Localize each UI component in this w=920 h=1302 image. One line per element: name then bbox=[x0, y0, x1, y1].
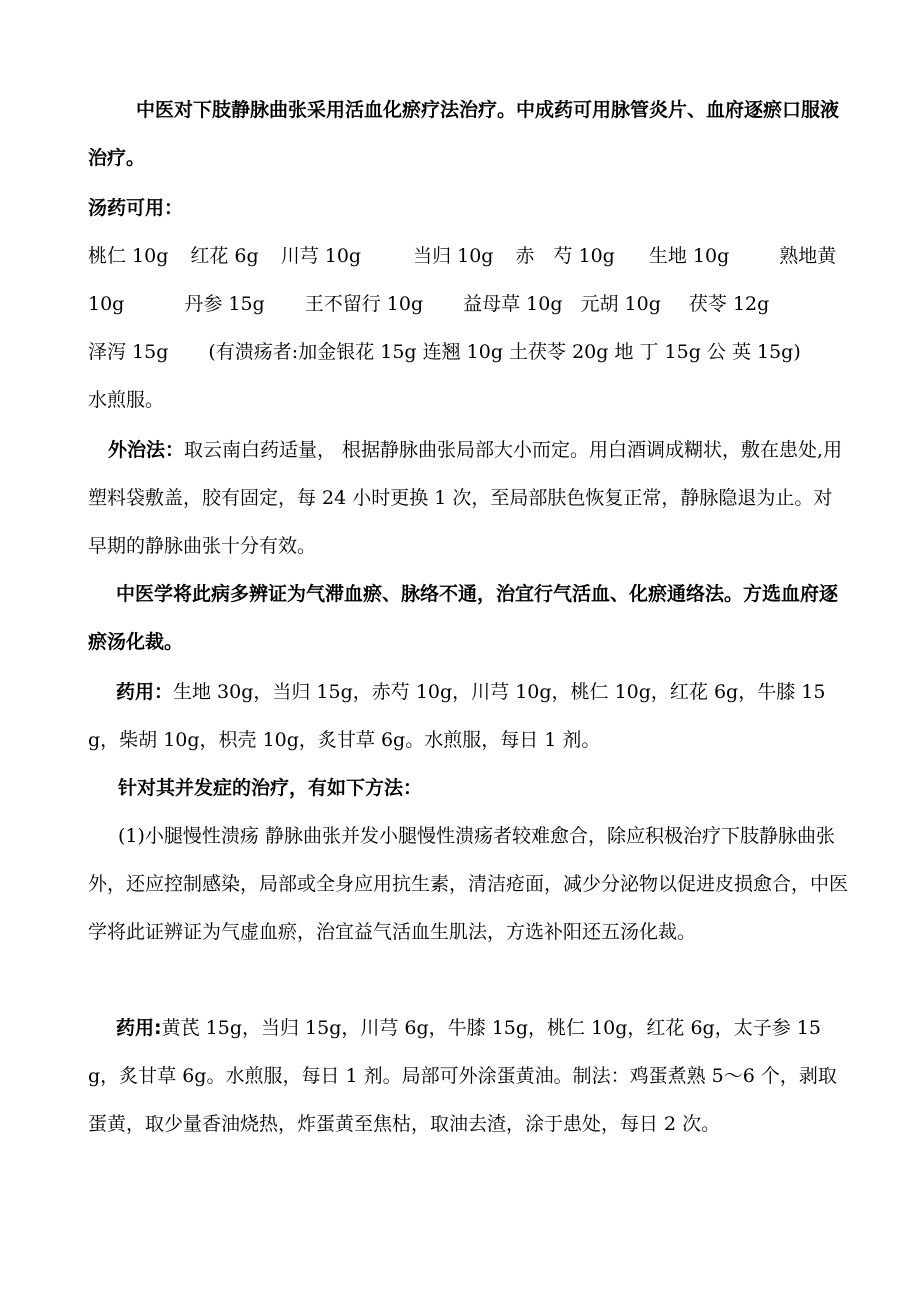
prescription-2-text: 黄芪 15g，当归 15g，川芎 6g，牛膝 15g，桃仁 10g，红花 6g，太子参 15g，炙甘草 6g。水煎服，每日 1 剂。局部可外涂蛋黄油。制法：鸡蛋煮熟 5～6 个，剥取蛋黄，取少量香油烧热，炸蛋黄至焦枯，取油去渣，涂于患处，每日 2 次。 bbox=[88, 1017, 837, 1135]
external-treatment-paragraph bbox=[88, 426, 848, 570]
external-treatment-text: 取云南白药适量， 根据静脉曲张局部大小而定。用白酒调成糊状，敷在患处,用塑料袋敷盖，胶有固定，每 24 小时更换 1 次，至局部肤色恢复正常，静脉隐退为止。对早期的静脉曲张十分有效。 bbox=[88, 439, 843, 557]
herb-item: 生地 10g bbox=[648, 245, 730, 267]
prescription-1-text: 生地 30g，当归 15g，赤芍 10g，川芎 10g，桃仁 10g，红花 6g，牛膝 15g，柴胡 10g，枳壳 10g，炙甘草 6g。水煎服，每日 1 剂。 bbox=[88, 681, 826, 751]
herb-item: 元胡 10g bbox=[580, 293, 661, 315]
herb-item: 赤 芍 10g bbox=[515, 245, 615, 267]
prescription-1-label: 药用： bbox=[116, 681, 174, 703]
herb-item: 当归 10g bbox=[413, 245, 494, 267]
prescription-2-paragraph bbox=[88, 1004, 848, 1148]
herb-item: 益母草 10g bbox=[463, 293, 563, 315]
herb-item: 桃仁 10g bbox=[88, 245, 169, 267]
complication-heading: 针对其并发症的治疗，有如下方法： bbox=[118, 777, 423, 799]
herb-item: 丹参 15g bbox=[184, 293, 265, 315]
prescription-1-paragraph bbox=[88, 668, 848, 764]
herb-item: 川芎 10g bbox=[280, 245, 362, 267]
herb-item: 王不留行 10g bbox=[304, 293, 424, 315]
herb-item: 茯苓 12g bbox=[688, 293, 770, 315]
tcm-diagnosis-paragraph: 中医学将此病多辨证为气滞血瘀、脉络不通，治宜行气活血、化瘀通络法。方选血府逐瘀汤化裁。 bbox=[88, 583, 839, 653]
prescription-2-label: 药用: bbox=[116, 1017, 162, 1039]
ulcer-addition-note: (有溃疡者:加金银花 15g 连翘 10g 土茯苓 20g 地 丁 15g 公 英 15g) bbox=[208, 341, 801, 363]
decoction-heading: 汤药可用： bbox=[88, 197, 184, 219]
external-treatment-label: 外治法： bbox=[108, 439, 185, 461]
ulcer-treatment-paragraph: (1)小腿慢性溃疡 静脉曲张并发小腿慢性溃疡者较难愈合，除应积极治疗下肢静脉曲张外，还应控制感染，局部或全身应用抗生素，清洁疮面，减少分泌物以促进皮损愈合，中医学将此证辨证为气虚血瘀，治宜益气活血生肌法，方选补阳还五汤化裁。 bbox=[88, 825, 849, 943]
herb-list bbox=[88, 232, 848, 424]
herb-item: 熟地黄 10g bbox=[88, 245, 837, 315]
intro-paragraph: 中医对下肢静脉曲张采用活血化瘀疗法治疗。中成药可用脉管炎片、血府逐瘀口服液治疗。 bbox=[88, 99, 840, 169]
herb-item: 泽泻 15g bbox=[88, 341, 169, 363]
decoction-method: 水煎服。 bbox=[88, 389, 165, 411]
herb-item: 红花 6g bbox=[190, 245, 259, 267]
